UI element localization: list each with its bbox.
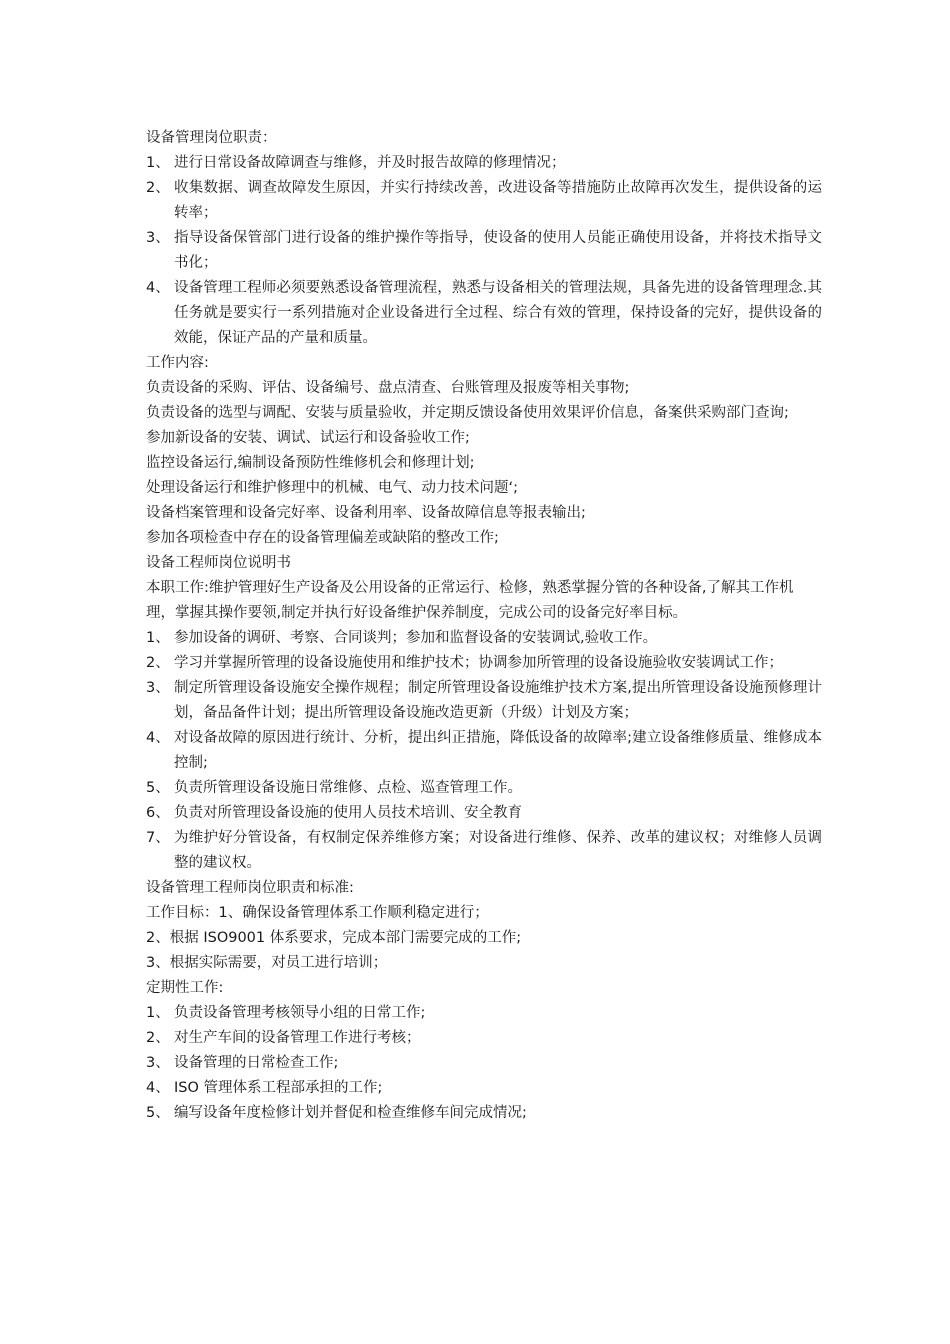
list-item: 6、 负责对所管理设备设施的使用人员技术培训、安全教育 xyxy=(146,805,522,821)
list-item: 1、 负责设备管理考核领导小组的日常工作; xyxy=(146,1005,426,1021)
list-item: 1、 进行日常设备故障调查与维修，并及时报告故障的修理情况； xyxy=(146,155,566,171)
list-item: 7、 为维护好分管设备，有权制定保养维修方案；对设备进行维修、保养、改革的建议权；对维修人员调整的建议权。 xyxy=(146,830,822,871)
heading-periodic-work: 定期性工作: xyxy=(146,980,224,996)
paragraph: 负责设备的采购、评估、设备编号、盘点清查、台账管理及报废等相关事物; xyxy=(146,380,630,396)
paragraph: 参加新设备的安装、调试、试运行和设备验收工作; xyxy=(146,430,470,446)
list-item: 4、 ISO 管理体系工程部承担的工作; xyxy=(146,1080,383,1096)
list-item: 2、 对生产车间的设备管理工作进行考核； xyxy=(146,1030,421,1046)
paragraph-goal: 工作目标：1、确保设备管理体系工作顺利稳定进行； xyxy=(146,905,489,921)
paragraph-intro: 本职工作:维护管理好生产设备及公用设备的正常运行、检修，熟悉掌握分管的各种设备,了解其工作机理，掌握其操作要领,制定并执行好设备维护保养制度，完成公司的设备完好率目标。 xyxy=(146,580,794,621)
heading-equipment-management-duties: 设备管理岗位职责： xyxy=(146,130,277,146)
list-item: 1、 参加设备的调研、考察、合同谈判；参加和监督设备的安装调试,验收工作。 xyxy=(146,630,658,646)
list-item: 2、 收集数据、调查故障发生原因，并实行持续改善，改进设备等措施防止故障再次发生，提供设备的运转率； xyxy=(146,180,822,221)
list-item: 4、 对设备故障的原因进行统计、分析，提出纠正措施，降低设备的故障率;建立设备维修质量、维修成本控制; xyxy=(146,730,822,771)
heading-engineer-duties-standards: 设备管理工程师岗位职责和标准: xyxy=(146,880,354,896)
list-item: 2、 学习并掌握所管理的设备设施使用和维护技术；协调参加所管理的设备设施验收安装调试工作； xyxy=(146,655,783,671)
heading-engineer-job-description: 设备工程师岗位说明书 xyxy=(146,555,291,571)
paragraph: 参加各项检查中存在的设备管理偏差或缺陷的整改工作; xyxy=(146,530,499,546)
list-item: 5、 编写设备年度检修计划并督促和检查维修车间完成情况; xyxy=(146,1105,527,1121)
list-item: 5、 负责所管理设备设施日常维修、点检、巡查管理工作。 xyxy=(146,780,522,796)
document-body xyxy=(146,126,822,1126)
paragraph: 设备档案管理和设备完好率、设备利用率、设备故障信息等报表输出; xyxy=(146,505,586,521)
list-item: 3、 制定所管理设备设施安全操作规程；制定所管理设备设施维护技术方案,提出所管理设备设施预修理计划，备品备件计划；提出所管理设备设施改造更新（升级）计划及方案； xyxy=(146,680,822,721)
paragraph: 处理设备运行和维护修理中的机械、电气、动力技术问题‘; xyxy=(146,480,518,496)
list-item: 3、 设备管理的日常检查工作; xyxy=(146,1055,339,1071)
heading-work-content: 工作内容: xyxy=(146,355,209,371)
list-item: 4、 设备管理工程师必须要熟悉设备管理流程，熟悉与设备相关的管理法规，具备先进的设备管理理念.其任务就是要实行一系列措施对企业设备进行全过程、综合有效的管理，保持设备的完好，提供设备的效能，保证产品的产量和质量。 xyxy=(146,280,822,346)
list-item: 3、 指导设备保管部门进行设备的维护操作等指导，使设备的使用人员能正确使用设备，并将技术指导文书化； xyxy=(146,230,822,271)
paragraph: 负责设备的选型与调配、安装与质量验收，并定期反馈设备使用效果评价信息，备案供采购部门查询; xyxy=(146,405,789,421)
paragraph: 监控设备运行,编制设备预防性维修机会和修理计划; xyxy=(146,455,475,471)
paragraph-goal: 3、根据实际需要，对员工进行培训； xyxy=(146,955,388,971)
paragraph-goal: 2、根据 ISO9001 体系要求，完成本部门需要完成的工作; xyxy=(146,930,522,946)
